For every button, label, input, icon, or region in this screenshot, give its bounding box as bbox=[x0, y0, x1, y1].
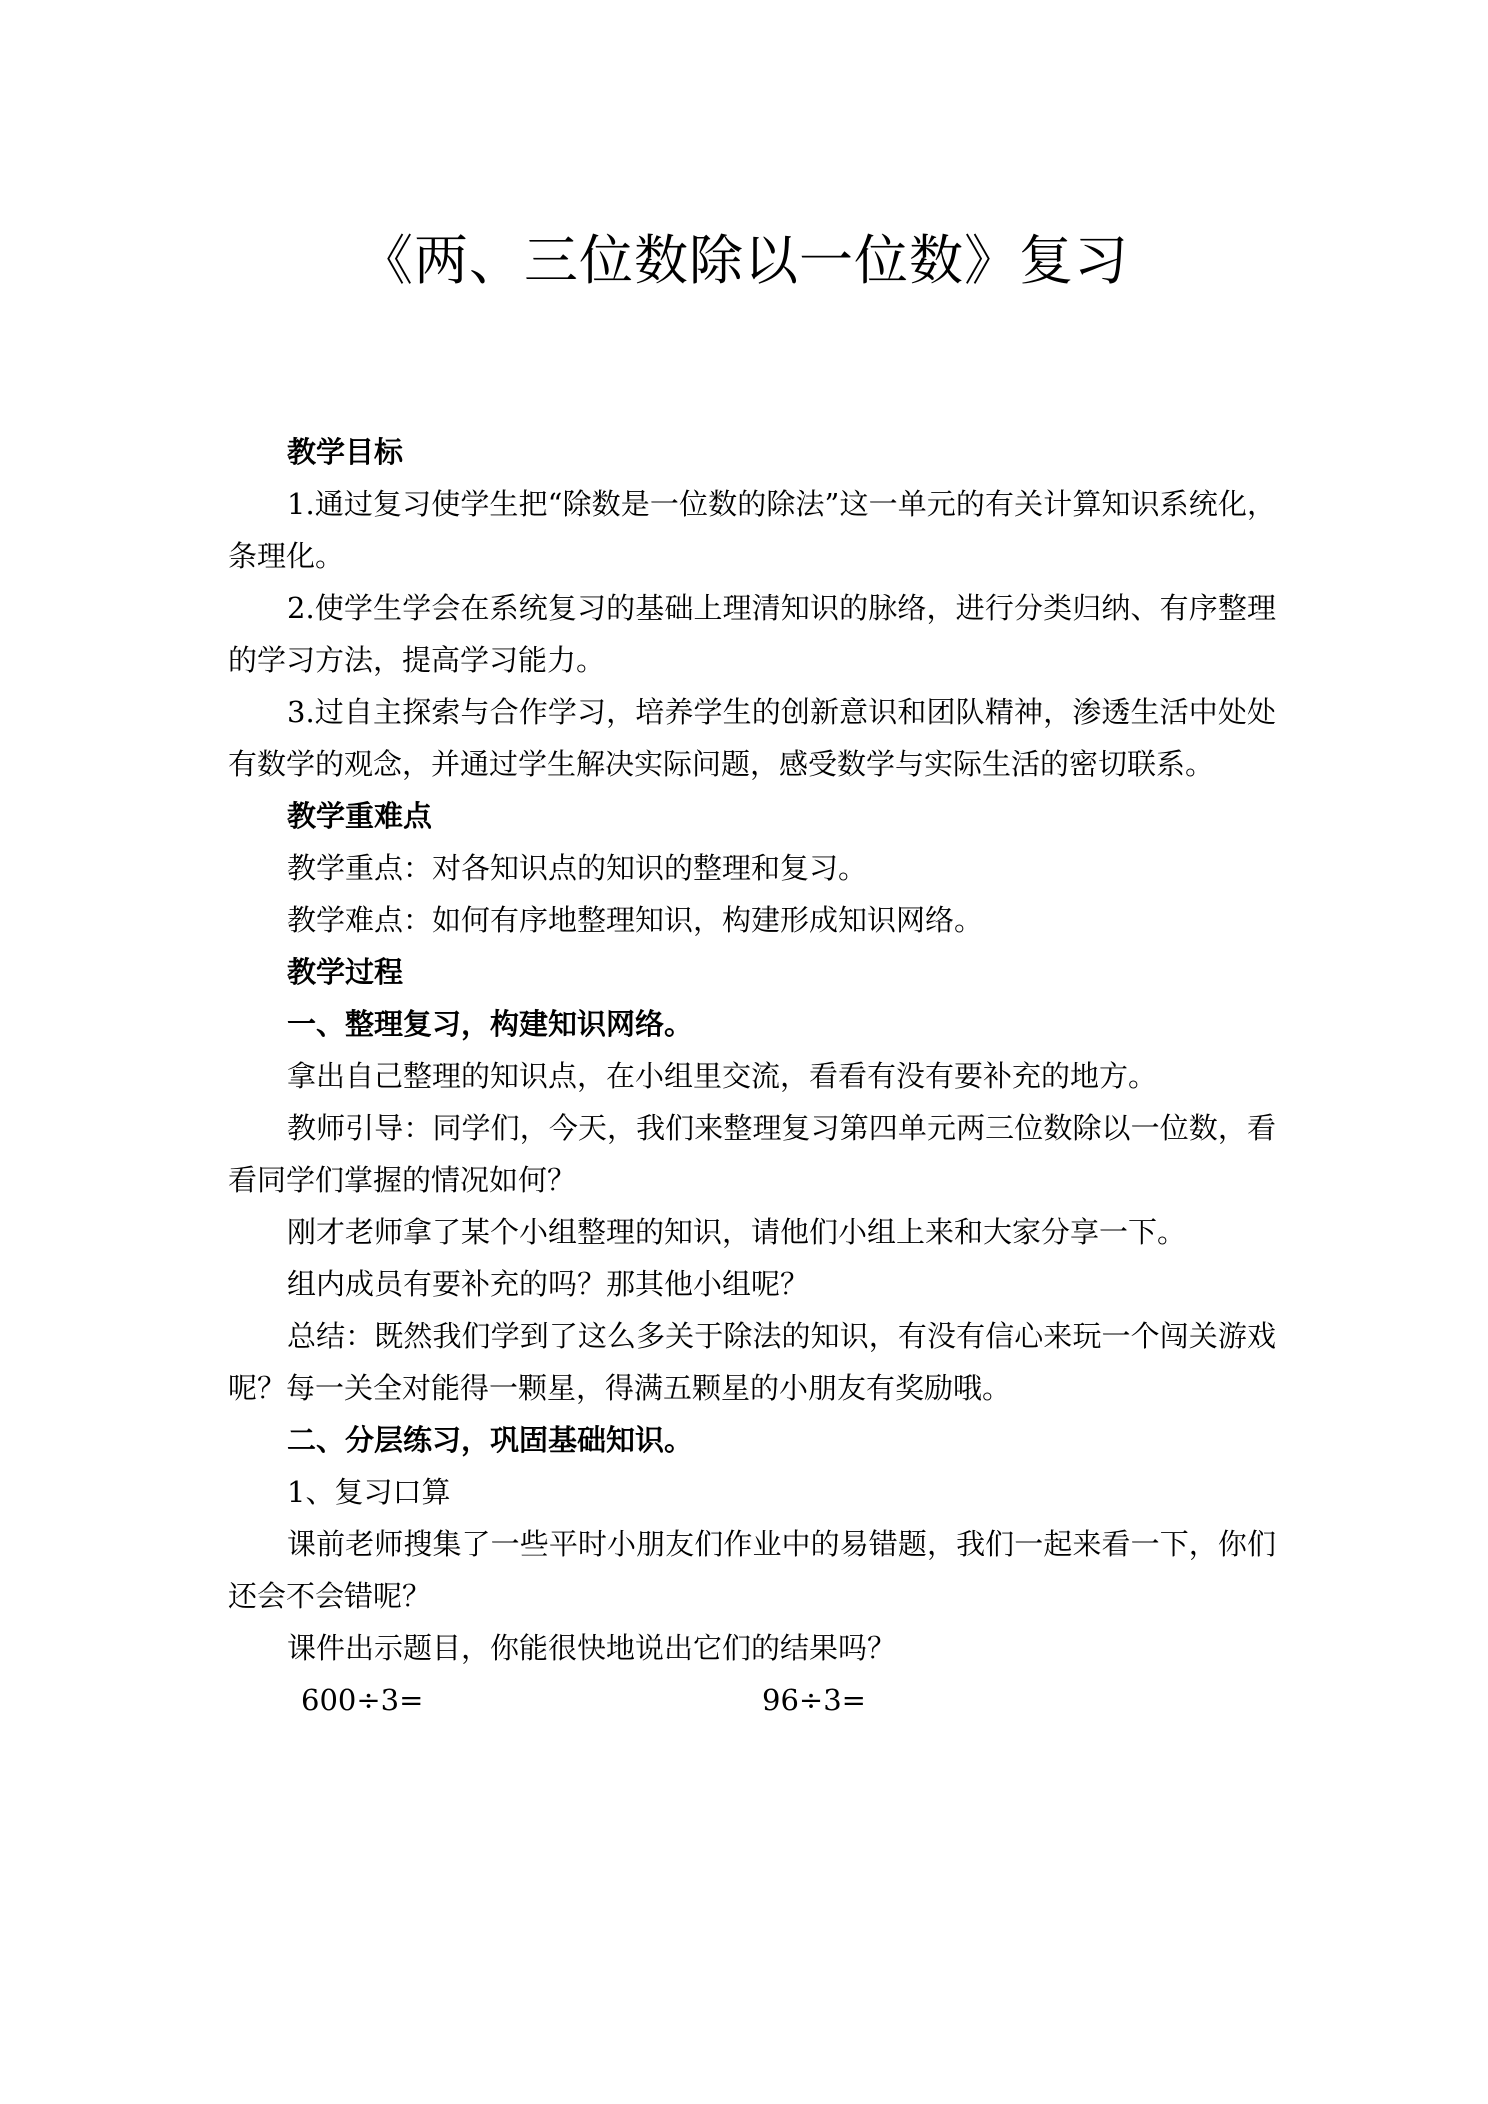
document-body bbox=[228, 426, 1276, 1726]
section-heading-teaching-goals: 教学目标 bbox=[287, 435, 404, 469]
paragraph-review-oral-calc: 1、复习口算 bbox=[287, 1475, 451, 1509]
paragraph-key-point: 教学重点：对各知识点的知识的整理和复习。 bbox=[287, 851, 868, 885]
paragraph-goal-2: 2.使学生学会在系统复习的基础上理清知识的脉络，进行分类归纳、有序整理的学习方法，提高学习能力。 bbox=[228, 591, 1276, 677]
section-heading-teaching-process: 教学过程 bbox=[287, 955, 404, 989]
calculation-row bbox=[228, 1674, 1276, 1726]
document-title: 《两、三位数除以一位数》复习 bbox=[359, 229, 1129, 292]
paragraph-error-prone-questions: 课前老师搜集了一些平时小朋友们作业中的易错题，我们一起来看一下，你们还会不会错呢？ bbox=[228, 1527, 1276, 1613]
paragraph-group-share: 刚才老师拿了某个小组整理的知识，请他们小组上来和大家分享一下。 bbox=[287, 1215, 1187, 1249]
paragraph-supplement-question: 组内成员有要补充的吗？那其他小组呢？ bbox=[287, 1267, 810, 1301]
paragraph-goal-3: 3.过自主探索与合作学习，培养学生的创新意识和团队精神，渗透生活中处处有数学的观念，并通过学生解决实际问题，感受数学与实际生活的密切联系。 bbox=[228, 695, 1276, 781]
calculation-right: 96÷3= bbox=[762, 1683, 866, 1717]
paragraph-goal-1: 1.通过复习使学生把“除数是一位数的除法”这一单元的有关计算知识系统化，条理化。 bbox=[228, 487, 1276, 573]
paragraph-difficult-point: 教学难点：如何有序地整理知识，构建形成知识网络。 bbox=[287, 903, 984, 937]
section-heading-part-two: 二、分层练习，巩固基础知识。 bbox=[287, 1423, 694, 1457]
paragraph-show-questions: 课件出示题目，你能很快地说出它们的结果吗？ bbox=[287, 1631, 897, 1665]
section-heading-key-difficult-points: 教学重难点 bbox=[287, 799, 433, 833]
paragraph-summary: 总结：既然我们学到了这么多关于除法的知识，有没有信心来玩一个闯关游戏呢？每一关全对能得一颗星，得满五颗星的小朋友有奖励哦。 bbox=[228, 1319, 1276, 1405]
paragraph-group-exchange: 拿出自己整理的知识点，在小组里交流，看看有没有要补充的地方。 bbox=[287, 1059, 1158, 1093]
paragraph-teacher-guide: 教师引导：同学们，今天，我们来整理复习第四单元两三位数除以一位数，看看同学们掌握的情况如何？ bbox=[228, 1111, 1276, 1197]
section-heading-part-one: 一、整理复习，构建知识网络。 bbox=[287, 1007, 694, 1041]
calculation-left: 600÷3= bbox=[301, 1683, 424, 1717]
